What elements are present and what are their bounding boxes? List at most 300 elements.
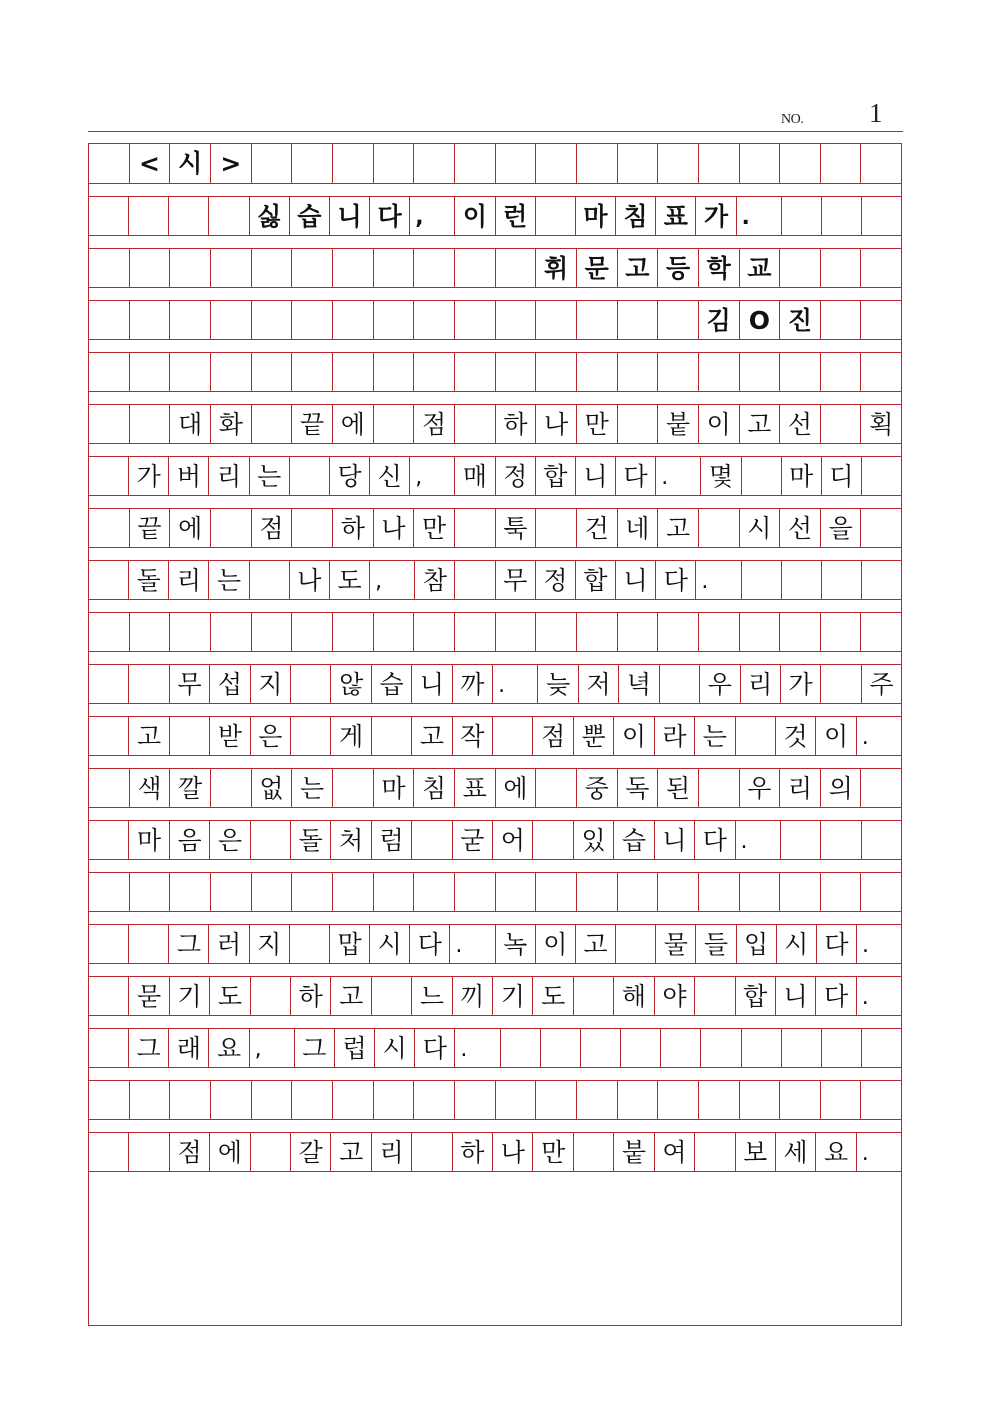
grid-cell — [252, 1081, 293, 1119]
grid-cell — [536, 509, 577, 547]
grid-cell: 다 — [415, 1029, 455, 1067]
grid-cell: 시 — [370, 925, 410, 963]
grid-cell — [618, 405, 659, 443]
grid-cell: 시 — [375, 1029, 415, 1067]
grid-cell: 그 — [169, 925, 209, 963]
grid-cell — [577, 353, 618, 391]
grid-cell: 는 — [250, 457, 290, 495]
grid-cell — [658, 353, 699, 391]
grid-cell — [211, 873, 252, 911]
grid-cell: . — [861, 985, 869, 1010]
grid-cell — [821, 613, 862, 651]
grid-cell — [89, 1133, 129, 1171]
grid-cell: 고 — [331, 1133, 371, 1171]
grid-cell: 시 — [170, 144, 211, 183]
grid-cell — [211, 613, 252, 651]
grid-cell — [455, 353, 496, 391]
grid-cell: 붙 — [614, 1133, 654, 1171]
grid-cell — [821, 301, 862, 339]
grid-cell — [574, 1133, 614, 1171]
grid-cell: 점 — [170, 1133, 210, 1171]
grid-cell — [414, 301, 455, 339]
grid-cell — [740, 1081, 781, 1119]
grid-cell — [211, 249, 252, 287]
grid-cell: 나 — [374, 509, 415, 547]
grid-cell: 리 — [169, 561, 209, 599]
grid-cell — [742, 457, 782, 495]
grid-cell: 마 — [374, 769, 415, 807]
grid-cell — [496, 249, 537, 287]
grid-cell: 습 — [614, 821, 654, 859]
grid-cell — [496, 613, 537, 651]
page-number-value: 1 — [869, 98, 883, 128]
grid-cell: 붙 — [658, 405, 699, 443]
grid-cell — [374, 249, 415, 287]
grid-cell — [699, 769, 740, 807]
grid-cell: 굳 — [453, 821, 493, 859]
grid-cell: 나 — [493, 1133, 533, 1171]
grid-cell — [252, 144, 293, 183]
grid-cell: 만 — [577, 405, 618, 443]
grid-cell — [129, 197, 169, 235]
grid-cell: 만 — [414, 509, 455, 547]
grid-cell — [740, 873, 781, 911]
grid-cell — [89, 821, 129, 859]
grid-cell: 다 — [410, 925, 450, 963]
grid-cell — [496, 353, 537, 391]
grid-cell: 획 — [869, 409, 894, 439]
grid-cell — [822, 561, 862, 599]
grid-cell — [414, 353, 455, 391]
grid-cell — [455, 301, 496, 339]
grid-cell — [695, 977, 735, 1015]
grid-cell: 색 — [130, 769, 171, 807]
grid-cell — [209, 197, 249, 235]
grid-cell: 다 — [616, 457, 656, 495]
grid-cell — [333, 353, 374, 391]
grid-cell — [374, 144, 415, 183]
grid-cell: 처 — [331, 821, 371, 859]
grid-cell — [292, 301, 333, 339]
grid-cell: 표 — [455, 769, 496, 807]
grid-cell: 등 — [658, 249, 699, 287]
grid-cell: < — [130, 144, 171, 183]
grid-cell: 점 — [252, 509, 293, 547]
grid-cell — [618, 144, 659, 183]
page-header — [88, 96, 903, 132]
grid-cell — [414, 1081, 455, 1119]
grid-cell — [618, 301, 659, 339]
grid-cell: 정 — [496, 457, 536, 495]
grid-cell — [861, 249, 901, 287]
grid-cell: 니 — [655, 821, 695, 859]
grid-cell — [536, 301, 577, 339]
grid-cell: 갈 — [291, 1133, 331, 1171]
grid-cell — [89, 457, 129, 495]
grid-cell — [414, 873, 455, 911]
grid-cell: 럽 — [335, 1029, 375, 1067]
grid-cell: 에 — [170, 509, 211, 547]
grid-cell: 작 — [453, 717, 493, 755]
grid-cell: 에 — [210, 1133, 250, 1171]
grid-cell — [89, 197, 129, 235]
grid-cell: 만 — [533, 1133, 573, 1171]
grid-cell — [618, 873, 659, 911]
grid-row-body — [89, 404, 901, 444]
grid-cell: 습 — [290, 197, 330, 235]
grid-cell: 고 — [331, 977, 371, 1015]
grid-cell — [252, 405, 293, 443]
grid-cell: 래 — [169, 1029, 209, 1067]
grid-cell — [618, 353, 659, 391]
grid-cell — [333, 249, 374, 287]
grid-cell — [455, 249, 496, 287]
grid-row-heading — [89, 144, 901, 184]
grid-cell: 우 — [740, 769, 781, 807]
grid-cell: 고 — [740, 405, 781, 443]
grid-cell — [130, 405, 171, 443]
grid-row-blank — [89, 1080, 901, 1120]
grid-cell — [821, 821, 861, 859]
grid-cell — [699, 1081, 740, 1119]
grid-cell: 우 — [700, 665, 740, 703]
grid-cell: . — [861, 1141, 869, 1166]
grid-cell — [372, 977, 412, 1015]
grid-cell — [89, 1081, 130, 1119]
grid-cell — [89, 769, 130, 807]
grid-row-author — [89, 300, 901, 340]
grid-cell — [414, 613, 455, 651]
grid-cell — [170, 353, 211, 391]
grid-cell — [577, 301, 618, 339]
grid-cell: 리 — [741, 665, 781, 703]
grid-cell: 몇 — [701, 457, 741, 495]
grid-cell: 나 — [290, 561, 330, 599]
grid-cell — [412, 821, 452, 859]
grid-cell: 돌 — [291, 821, 331, 859]
grid-cell — [701, 1029, 741, 1067]
grid-cell: , — [370, 561, 415, 599]
grid-cell — [211, 1081, 252, 1119]
grid-cell: 세 — [776, 1133, 816, 1171]
grid-cell — [170, 301, 211, 339]
grid-cell — [251, 977, 291, 1015]
grid-cell: 여 — [655, 1133, 695, 1171]
grid-cell: 않 — [331, 665, 371, 703]
grid-cell — [862, 1029, 901, 1067]
grid-row-body — [89, 508, 901, 548]
grid-cell — [536, 769, 577, 807]
grid-cell: 하 — [333, 509, 374, 547]
grid-cell — [211, 301, 252, 339]
grid-cell: 러 — [209, 925, 249, 963]
grid-cell — [412, 1133, 452, 1171]
grid-cell — [252, 613, 293, 651]
grid-cell: 이 — [536, 925, 576, 963]
grid-cell: 하 — [291, 977, 331, 1015]
grid-cell — [89, 717, 129, 755]
grid-cell: 은 — [251, 717, 291, 755]
grid-cell — [861, 301, 901, 339]
grid-cell: 다 — [656, 561, 696, 599]
grid-cell: 고 — [576, 925, 616, 963]
grid-cell — [821, 405, 862, 443]
grid-cell — [496, 144, 537, 183]
grid-cell — [862, 561, 901, 599]
grid-cell — [252, 873, 293, 911]
grid-cell: 음 — [170, 821, 210, 859]
grid-cell: 시 — [777, 925, 817, 963]
grid-cell: 무 — [496, 561, 536, 599]
grid-cell: . — [656, 457, 701, 495]
grid-cell — [782, 1029, 822, 1067]
grid-cell: 화 — [211, 405, 252, 443]
grid-cell — [252, 249, 293, 287]
grid-cell — [170, 613, 211, 651]
grid-cell: 다 — [816, 977, 856, 1015]
grid-cell: . — [736, 821, 781, 859]
manuscript-grid-sheet — [88, 143, 902, 1326]
grid-row-blank — [89, 872, 901, 912]
grid-cell: 묻 — [129, 977, 169, 1015]
grid-cell: 다 — [695, 821, 735, 859]
grid-cell: 건 — [577, 509, 618, 547]
grid-cell — [170, 873, 211, 911]
grid-cell: 이 — [455, 197, 495, 235]
grid-cell — [861, 769, 901, 807]
grid-row-body — [89, 716, 901, 756]
grid-row-body — [89, 924, 901, 964]
grid-cell: 저 — [579, 665, 619, 703]
grid-cell — [372, 717, 412, 755]
grid-cell — [455, 144, 496, 183]
grid-cell — [536, 873, 577, 911]
grid-cell — [822, 1029, 862, 1067]
grid-row-body — [89, 768, 901, 808]
grid-cell — [374, 873, 415, 911]
grid-cell — [780, 1081, 821, 1119]
grid-cell — [251, 1133, 291, 1171]
grid-cell: 해 — [614, 977, 654, 1015]
grid-cell — [374, 301, 415, 339]
grid-cell: 휘 — [536, 249, 577, 287]
grid-cell: 녹 — [496, 925, 536, 963]
grid-row-body — [89, 1132, 901, 1172]
grid-cell — [89, 613, 130, 651]
grid-cell — [501, 1029, 541, 1067]
grid-cell: 싫 — [250, 197, 290, 235]
grid-cell: 그 — [129, 1029, 169, 1067]
grid-cell — [130, 1081, 171, 1119]
grid-cell: 고 — [129, 717, 169, 755]
grid-cell: 지 — [251, 665, 291, 703]
grid-cell — [89, 301, 130, 339]
grid-cell — [821, 144, 862, 183]
grid-cell: 도 — [330, 561, 370, 599]
grid-cell — [618, 1081, 659, 1119]
grid-cell: . — [493, 665, 538, 703]
grid-cell — [89, 977, 129, 1015]
grid-cell — [333, 1081, 374, 1119]
grid-cell: 툭 — [496, 509, 537, 547]
grid-cell: 신 — [370, 457, 410, 495]
grid-cell: 런 — [496, 197, 536, 235]
grid-cell — [129, 925, 169, 963]
grid-cell: . — [455, 1029, 500, 1067]
grid-cell: 깔 — [170, 769, 211, 807]
grid-cell — [291, 665, 331, 703]
grid-cell: 리 — [209, 457, 249, 495]
grid-cell: 니 — [616, 561, 656, 599]
grid-cell: 독 — [618, 769, 659, 807]
grid-cell: 야 — [655, 977, 695, 1015]
grid-cell — [618, 613, 659, 651]
grid-cell — [616, 925, 656, 963]
grid-cell — [699, 873, 740, 911]
grid-cell — [292, 1081, 333, 1119]
grid-cell: 끝 — [130, 509, 171, 547]
grid-row-blank — [89, 352, 901, 392]
grid-cell: , — [250, 1029, 295, 1067]
grid-cell: 학 — [699, 249, 740, 287]
grid-cell — [129, 1133, 169, 1171]
grid-cell: 입 — [737, 925, 777, 963]
grid-cell: , — [410, 197, 455, 235]
grid-cell — [658, 613, 699, 651]
grid-row-title — [89, 196, 901, 236]
grid-cell: 합 — [536, 457, 576, 495]
grid-cell — [821, 873, 862, 911]
grid-cell: 게 — [331, 717, 371, 755]
grid-cell: 보 — [736, 1133, 776, 1171]
grid-cell: . — [696, 561, 741, 599]
grid-cell: 합 — [576, 561, 616, 599]
grid-cell: 합 — [736, 977, 776, 1015]
grid-cell: 없 — [252, 769, 293, 807]
grid-cell: 문 — [577, 249, 618, 287]
grid-cell: 시 — [740, 509, 781, 547]
grid-cell — [455, 509, 496, 547]
grid-cell: 까 — [453, 665, 493, 703]
grid-cell — [170, 717, 210, 755]
grid-cell — [374, 1081, 415, 1119]
grid-cell: 은 — [210, 821, 250, 859]
grid-cell: 있 — [574, 821, 614, 859]
grid-cell: 다 — [370, 197, 410, 235]
grid-cell: 고 — [618, 249, 659, 287]
page-number-label: NO. — [781, 112, 804, 127]
grid-cell — [333, 301, 374, 339]
grid-cell: . — [737, 197, 782, 235]
grid-cell — [861, 873, 901, 911]
grid-cell: 가 — [696, 197, 736, 235]
grid-cell — [414, 144, 455, 183]
grid-cell: 기 — [493, 977, 533, 1015]
grid-cell: 에 — [333, 405, 374, 443]
grid-cell — [536, 613, 577, 651]
grid-cell — [292, 509, 333, 547]
grid-cell: , — [410, 457, 455, 495]
grid-cell — [822, 197, 862, 235]
grid-cell — [89, 144, 130, 183]
grid-cell — [536, 1081, 577, 1119]
grid-cell — [292, 249, 333, 287]
grid-cell — [780, 249, 821, 287]
grid-cell — [89, 509, 130, 547]
grid-cell: 것 — [776, 717, 816, 755]
grid-cell: 들 — [696, 925, 736, 963]
grid-cell: 된 — [658, 769, 699, 807]
grid-cell: . — [861, 725, 869, 750]
grid-cell: 이 — [699, 405, 740, 443]
grid-cell — [577, 613, 618, 651]
grid-cell — [374, 613, 415, 651]
grid-cell — [781, 821, 821, 859]
grid-cell: 고 — [658, 509, 699, 547]
grid-row-body — [89, 820, 901, 860]
grid-cell: 니 — [576, 457, 616, 495]
grid-cell — [211, 769, 252, 807]
grid-cell: 니 — [330, 197, 370, 235]
grid-cell — [455, 405, 496, 443]
grid-cell — [130, 301, 171, 339]
grid-cell — [861, 509, 901, 547]
grid-cell — [740, 353, 781, 391]
grid-cell — [695, 1133, 735, 1171]
grid-cell: 라 — [655, 717, 695, 755]
grid-cell — [736, 717, 776, 755]
grid-row-body — [89, 456, 901, 496]
grid-cell — [496, 301, 537, 339]
grid-cell: 뿐 — [574, 717, 614, 755]
grid-cell — [251, 821, 291, 859]
grid-cell — [129, 665, 169, 703]
grid-cell — [130, 249, 171, 287]
grid-cell — [699, 353, 740, 391]
grid-cell — [455, 561, 495, 599]
grid-cell: 니 — [776, 977, 816, 1015]
grid-cell — [699, 509, 740, 547]
grid-cell — [780, 873, 821, 911]
grid-row-body — [89, 1028, 901, 1068]
grid-cell — [455, 613, 496, 651]
grid-cell: 맙 — [330, 925, 370, 963]
grid-cell: 녁 — [619, 665, 659, 703]
grid-cell — [89, 925, 129, 963]
grid-cell — [333, 873, 374, 911]
grid-cell — [861, 353, 901, 391]
grid-cell — [780, 353, 821, 391]
grid-cell — [290, 925, 330, 963]
grid-cell: 이 — [816, 717, 856, 755]
grid-cell — [780, 613, 821, 651]
grid-cell — [780, 144, 821, 183]
grid-cell: 끝 — [292, 405, 333, 443]
grid-cell — [130, 613, 171, 651]
grid-cell: 기 — [170, 977, 210, 1015]
grid-row-body — [89, 664, 901, 704]
grid-cell: 선 — [780, 509, 821, 547]
grid-cell: 습 — [372, 665, 412, 703]
grid-cell — [89, 1029, 129, 1067]
grid-cell — [89, 561, 129, 599]
grid-cell — [861, 1081, 901, 1119]
grid-cell — [536, 353, 577, 391]
grid-cell: 무 — [170, 665, 210, 703]
grid-cell: 마 — [782, 457, 822, 495]
grid-cell: . — [861, 933, 869, 958]
grid-cell: 도 — [210, 977, 250, 1015]
